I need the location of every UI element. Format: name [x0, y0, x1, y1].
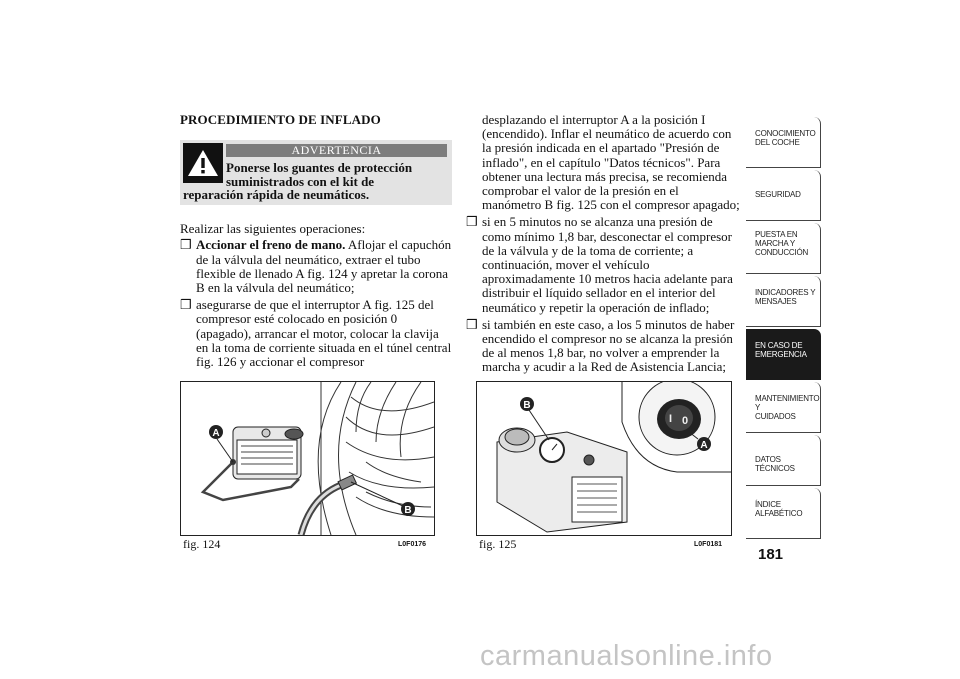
list-item: [466, 318, 741, 375]
warning-line: Ponerse los guantes de protección: [226, 160, 413, 176]
tab-puesta-en-marcha[interactable]: PUESTA EN MARCHA Y CONDUCCIÓN: [746, 223, 821, 274]
tab-en-caso-de-emergencia[interactable]: EN CASO DE EMERGENCIA: [746, 329, 821, 380]
figure-caption: fig. 125: [479, 537, 517, 551]
watermark: carmanualsonline.info: [480, 640, 773, 672]
checkbox-bullet-icon: ❒: [180, 297, 192, 313]
figure-124-compressor-hose: [180, 381, 435, 536]
procedure-list-continued: [466, 215, 741, 374]
tab-mantenimiento-y-cuidados[interactable]: MANTENIMIENTO Y CUIDADOS: [746, 382, 821, 433]
checkbox-bullet-icon: ❒: [180, 237, 192, 253]
tab-datos-tecnicos[interactable]: DATOS TÉCNICOS: [746, 435, 821, 486]
checkbox-bullet-icon: ❒: [466, 316, 478, 332]
switch-mark-off: 0: [682, 415, 689, 427]
section-title: PROCEDIMIENTO DE INFLADO: [180, 112, 381, 127]
figure-125-compressor-switch: [476, 381, 732, 536]
page-number: 181: [758, 546, 784, 563]
item-bold-text: Accionar el freno de mano.: [196, 237, 346, 253]
warning-line: suministrados con el kit de: [226, 173, 375, 189]
list-item: [466, 215, 741, 314]
chapter-tabs: [746, 117, 821, 542]
figure-code: L0F0181: [694, 541, 723, 548]
checkbox-bullet-icon: ❒: [466, 214, 478, 230]
right-column: [466, 113, 741, 378]
continued-text: desplazando el interruptor A a la posición I (encendido). Inflar el neumático de acuerdo con la presión indicada en el apartado "Presión de inflado", en el capítulo "Datos técnicos". Para obtener una lectura más precisa, se recomienda comprobar el valor de la presión en el manómetro B fig. 125 con el compresor apagado;: [482, 112, 740, 213]
warning-box: [180, 140, 452, 205]
figure-code: L0F0176: [398, 541, 427, 548]
switch-mark-on: I: [669, 413, 673, 425]
item-text: si también en este caso, a los 5 minutos de haber encendido el compresor no se alcanza la presión de al menos 1,8 bar, no volver a emprender la marcha y acudir a la Red de Asistencia Lancia;: [482, 316, 735, 375]
warning-heading: ADVERTENCIA: [226, 144, 447, 157]
label-a-marker: [209, 425, 233, 462]
svg-text:A: A: [700, 440, 708, 451]
tab-indicadores-y-mensajes[interactable]: INDICADORES Y MENSAJES: [746, 276, 821, 327]
svg-text:A: A: [212, 428, 220, 439]
warning-line: reparación rápida de neumáticos.: [183, 187, 370, 203]
intro-text: Realizar las siguientes operaciones:: [180, 221, 366, 237]
svg-text:B: B: [404, 505, 412, 516]
figure-caption: fig. 124: [183, 537, 221, 551]
list-item: [180, 238, 452, 295]
item-text: Aflojar el capuchón de la válvula del neumático, extraer el tubo flexible de llenado A fig. 124 y apretar la corona B en la válvula del neumático;: [196, 237, 452, 296]
warning-text: [180, 161, 442, 202]
tab-indice-alfabetico[interactable]: ÍNDICE ALFABÉTICO: [746, 488, 821, 539]
item-text: asegurarse de que el interruptor A fig. 125 del compresor esté colocado en posición 0 (apagado), arrancar el motor, colocar la clavija en la toma de corriente situada en el túnel central fig. 126 y accionar el compresor: [196, 297, 452, 370]
left-column: [180, 113, 452, 372]
svg-text:B: B: [523, 400, 531, 411]
procedure-list: [180, 238, 452, 369]
item-text: si en 5 minutos no se alcanza una presión de como mínimo 1,8 bar, desconectar el compresor de la válvula y de la toma de corriente; a continuación, mover el vehículo aproximadamente 10 metros hacia adelante para distribuir el líquido sellador en el interior del neumático y repetir la operación de inflado;: [482, 214, 733, 315]
tab-conocimiento-del-coche[interactable]: CONOCIMIENTO DEL COCHE: [746, 117, 821, 168]
tab-seguridad[interactable]: SEGURIDAD: [746, 170, 821, 221]
list-item: [180, 298, 452, 369]
